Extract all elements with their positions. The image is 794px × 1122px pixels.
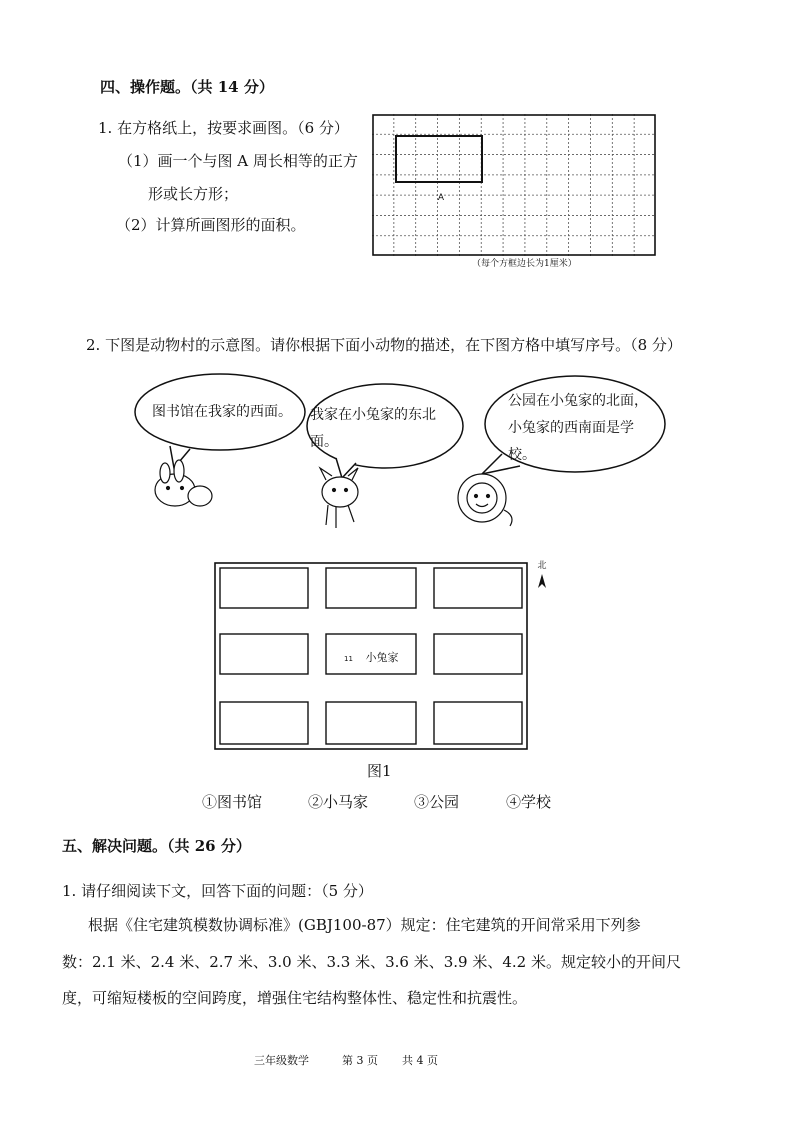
lion-cartoon [458, 474, 512, 526]
q2-title: 2. 下图是动物村的示意图。请你根据下面小动物的描述，在下图方格中填写序号。（8 分） [86, 336, 682, 354]
village-map [214, 562, 528, 750]
s5-para-line3: 度，可缩短楼板的空间跨度，增强住宅结构整体性、稳定性和抗震性。 [62, 989, 528, 1007]
block-s [326, 702, 416, 744]
north-arrow-icon [534, 556, 550, 596]
q1-sub2: （2）计算所画图形的面积。 [116, 216, 306, 234]
section5-heading: 五、解决问题。（共 26 分） [62, 837, 251, 855]
block-n [326, 568, 416, 608]
option-library: ①图书馆 [202, 793, 263, 811]
bubble-lion-line1: 公园在小兔家的北面， [508, 393, 648, 409]
block-nw [220, 568, 308, 608]
footer-page: 第 3 页 [342, 1054, 378, 1067]
footer-grade: 三年级数学 [254, 1054, 309, 1067]
s5-para-line1: 根据《住宅建筑模数协调标准》(GBJ100-87）规定：住宅建筑的开间常采用下列参 [88, 916, 641, 934]
rabbit-cartoon [155, 460, 212, 506]
figure-a-label: A [437, 193, 445, 203]
section4-heading: 四、操作题。（共 14 分） [100, 78, 274, 96]
option-horse-home: ②小马家 [308, 793, 369, 811]
figure-caption: 图1 [367, 762, 392, 780]
center-number: 11 [344, 655, 353, 663]
s5-q1-title: 1. 请仔细阅读下文，回答下面的问题：（5 分） [62, 882, 373, 900]
block-ne [434, 568, 522, 608]
center-label: 小兔家 [365, 651, 399, 664]
q1-title: 1. 在方格纸上，按要求画图。（6 分） [98, 119, 349, 137]
footer-total: 共 4 页 [402, 1054, 438, 1067]
q1-sub1-line1: （1）画一个与图 A 周长相等的正方 [118, 152, 358, 170]
grid-paper [372, 114, 656, 256]
option-park: ③公园 [414, 793, 460, 811]
grid-caption: （每个方框边长为1厘米） [472, 259, 577, 269]
block-e [434, 634, 522, 674]
block-sw [220, 702, 308, 744]
bubble-rabbit-text: 图书馆在我家的西面。 [152, 404, 292, 420]
bubble-lion-line3: 校。 [508, 447, 536, 463]
block-se [434, 702, 522, 744]
bubble-horse-line2: 面。 [310, 434, 338, 450]
bubble-horse-line1: 我家在小兔家的东北 [310, 407, 436, 423]
s5-para-line2: 数：2.1 米、2.4 米、2.7 米、3.0 米、3.3 米、3.6 米、3.9 米、4.2 米。规定较小的开间尺 [62, 953, 681, 971]
block-w [220, 634, 308, 674]
bubble-lion-line2: 小兔家的西南面是学 [508, 420, 634, 436]
north-label: 北 [537, 561, 547, 571]
option-school: ④学校 [506, 793, 552, 811]
q1-sub1-line2: 形或长方形； [148, 185, 239, 203]
horse-cartoon [320, 468, 358, 528]
